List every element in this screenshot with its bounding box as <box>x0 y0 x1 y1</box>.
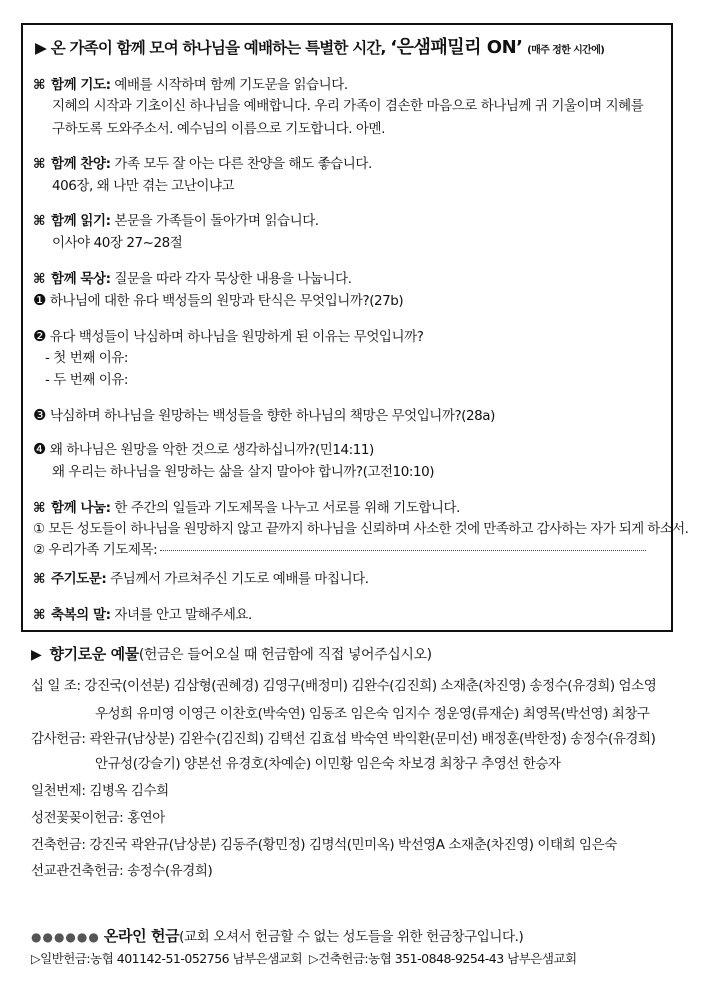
tithe-names-2: 우성희 유미영 이영근 이찬호(박숙연) 임동조 임은숙 임지수 정운영(류재순) 최영목(박선영) 최창구 <box>95 706 650 722</box>
question-4-text: 왜 하나님은 원망을 악한 것으로 생각하십니까?(민14:11) <box>49 442 374 458</box>
thanks-label: 감사헌금: <box>31 731 86 747</box>
mission-label: 선교관건축헌금: <box>31 863 124 879</box>
thanks-row <box>31 730 655 748</box>
online-heading <box>31 927 523 946</box>
first-offering-label: 일천번제: <box>31 783 86 799</box>
reading-text: 본문을 가족들이 돌아가며 읽습니다. <box>114 213 319 229</box>
number-2-icon: ❷ <box>33 327 46 345</box>
blessing-heading <box>33 606 252 624</box>
prayer-heading <box>33 76 348 94</box>
sharing-item-2-text: ② 우리가족 기도제목: <box>33 542 158 558</box>
tithe-label: 십 일 조: <box>31 678 81 694</box>
number-4-icon: ❹ <box>33 440 46 458</box>
online-label: 온라인 헌금 <box>103 927 180 945</box>
meditation-label: 함께 묵상: <box>51 271 111 287</box>
offering-label: 향기로운 예물 <box>49 645 139 663</box>
blessing-text: 자녀를 안고 말해주세요. <box>114 607 252 623</box>
question-2-text: 유다 백성들이 낙심하며 하나님을 원망하게 된 이유는 무엇입니까? <box>49 329 424 345</box>
building-row <box>31 836 617 854</box>
mission-names: 송정수(유경희) <box>127 863 213 879</box>
lords-prayer-text: 주님께서 가르쳐주신 기도로 예배를 마칩니다. <box>110 571 369 587</box>
question-1-text: 하나님에 대한 유다 백성들의 원망과 탄식은 무엇입니까?(27b) <box>49 293 404 309</box>
prayer-line-2: 구하도록 도와주소서. 예수님의 이름으로 기도합니다. 아멘. <box>52 121 385 137</box>
command-symbol-icon: ⌘ <box>33 213 46 229</box>
question-2-reason-1: - 첫 번째 이유: <box>45 350 128 366</box>
arrow-icon: ▶ <box>35 39 47 57</box>
sharing-heading <box>33 499 460 517</box>
mission-row <box>31 862 212 880</box>
thanks-names-2: 안규성(강슬기) 양본선 유경호(차예순) 이민황 임은숙 차보경 최창구 추영선 한승자 <box>95 756 561 772</box>
meditation-text: 질문을 따라 각자 묵상한 내용을 나눕니다. <box>114 271 352 287</box>
command-symbol-icon: ⌘ <box>33 156 46 172</box>
prayer-line-1: 지혜의 시작과 기초이신 하나님을 예배합니다. 우리 가족이 겸손한 마음으로 하나님께 귀 기울이며 지혜를 <box>52 98 644 114</box>
question-4-line-2: 왜 우리는 하나님을 원망하는 삶을 살지 말아야 합니까?(고전10:10) <box>52 464 435 480</box>
command-symbol-icon: ⌘ <box>33 607 46 623</box>
meditation-heading <box>33 270 352 288</box>
prayer-text: 예배를 시작하며 함께 기도문을 읽습니다. <box>114 77 348 93</box>
tithe-row <box>31 677 656 695</box>
online-accounts <box>31 950 577 968</box>
dots-icon: ●●●●●● <box>31 930 100 944</box>
reading-heading <box>33 212 319 230</box>
arrow-icon: ▶ <box>31 647 42 663</box>
hymn-line-1: 406장, 왜 나만 겪는 고난이냐고 <box>52 178 235 194</box>
flower-label: 성전꽃꽂이헌금: <box>31 810 124 826</box>
reading-label: 함께 읽기: <box>51 213 111 229</box>
hymn-label: 함께 찬양: <box>51 156 111 172</box>
prayer-label: 함께 기도: <box>51 77 111 93</box>
offering-heading <box>31 645 432 664</box>
building-account: ▷건축헌금:농협 351-0848-9254-43 남부은샘교회 <box>309 951 577 966</box>
general-account: ▷일반헌금:농협 401142-51-052756 남부은샘교회 <box>31 951 303 966</box>
hymn-text: 가족 모두 잘 아는 다른 찬양을 해도 좋습니다. <box>114 156 372 172</box>
sharing-label: 함께 나눔: <box>51 500 111 516</box>
command-symbol-icon: ⌘ <box>33 571 46 587</box>
online-note: (교회 오셔서 헌금할 수 없는 성도들을 위한 헌금창구입니다.) <box>179 929 524 945</box>
tithe-names-1: 강진국(이선분) 김삼형(권혜경) 김영구(배정미) 김완수(김진희) 소재춘(차진영) 송정수(유경희) 엄소영 <box>84 678 657 694</box>
question-3 <box>33 406 495 425</box>
lords-prayer-heading <box>33 570 369 588</box>
number-1-icon: ❶ <box>33 291 46 309</box>
reading-line-1: 이사야 40장 27~28절 <box>52 235 183 251</box>
flower-row <box>31 809 165 827</box>
flower-names: 홍연아 <box>127 810 165 826</box>
prayer-request-blank <box>160 550 646 551</box>
hymn-heading <box>33 155 372 173</box>
headline-brand: ‘은샘패밀리 ON’ <box>390 37 523 58</box>
first-offering-row <box>31 782 169 800</box>
building-label: 건축헌금: <box>31 837 86 853</box>
question-2 <box>33 327 423 346</box>
building-names: 강진국 곽완규(남상분) 김동주(황민정) 김명석(민미옥) 박선영A 소재춘(차진영) 이태희 임은숙 <box>89 837 617 853</box>
sharing-item-1: ① 모든 성도들이 하나님을 원망하지 않고 끝까지 하나님을 신뢰하며 사소한 것에 만족하고 감사하는 자가 되게 하소서. <box>33 521 689 537</box>
lords-prayer-label: 주기도문: <box>51 571 107 587</box>
headline-lead: 온 가족이 함께 모여 하나님을 예배하는 특별한 시간, <box>50 39 386 57</box>
command-symbol-icon: ⌘ <box>33 271 46 287</box>
question-2-reason-2: - 두 번째 이유: <box>45 372 128 388</box>
headline-note: (매주 정한 시간에) <box>527 45 605 56</box>
offering-note: (헌금은 들어오실 때 헌금함에 직접 넣어주십시오) <box>138 647 432 663</box>
command-symbol-icon: ⌘ <box>33 500 46 516</box>
first-offering-names: 김병옥 김수희 <box>89 783 169 799</box>
command-symbol-icon: ⌘ <box>33 77 46 93</box>
question-3-text: 낙심하며 하나님을 원망하는 백성들을 향한 하나님의 책망은 무엇입니까?(28a) <box>49 408 495 424</box>
sharing-text: 한 주간의 일들과 기도제목을 나누고 서로를 위해 기도합니다. <box>114 500 460 516</box>
sharing-item-2 <box>33 541 646 559</box>
family-worship-box <box>21 23 689 632</box>
number-3-icon: ❸ <box>33 406 46 424</box>
blessing-label: 축복의 말: <box>51 607 111 623</box>
question-1 <box>33 291 403 310</box>
question-4 <box>33 440 374 459</box>
worship-headline <box>35 33 604 59</box>
thanks-names-1: 곽완규(남상분) 김완수(김진희) 김택선 김효섭 박숙연 박익환(문미선) 배정훈(박한정) 송정수(유경희) <box>89 731 656 747</box>
